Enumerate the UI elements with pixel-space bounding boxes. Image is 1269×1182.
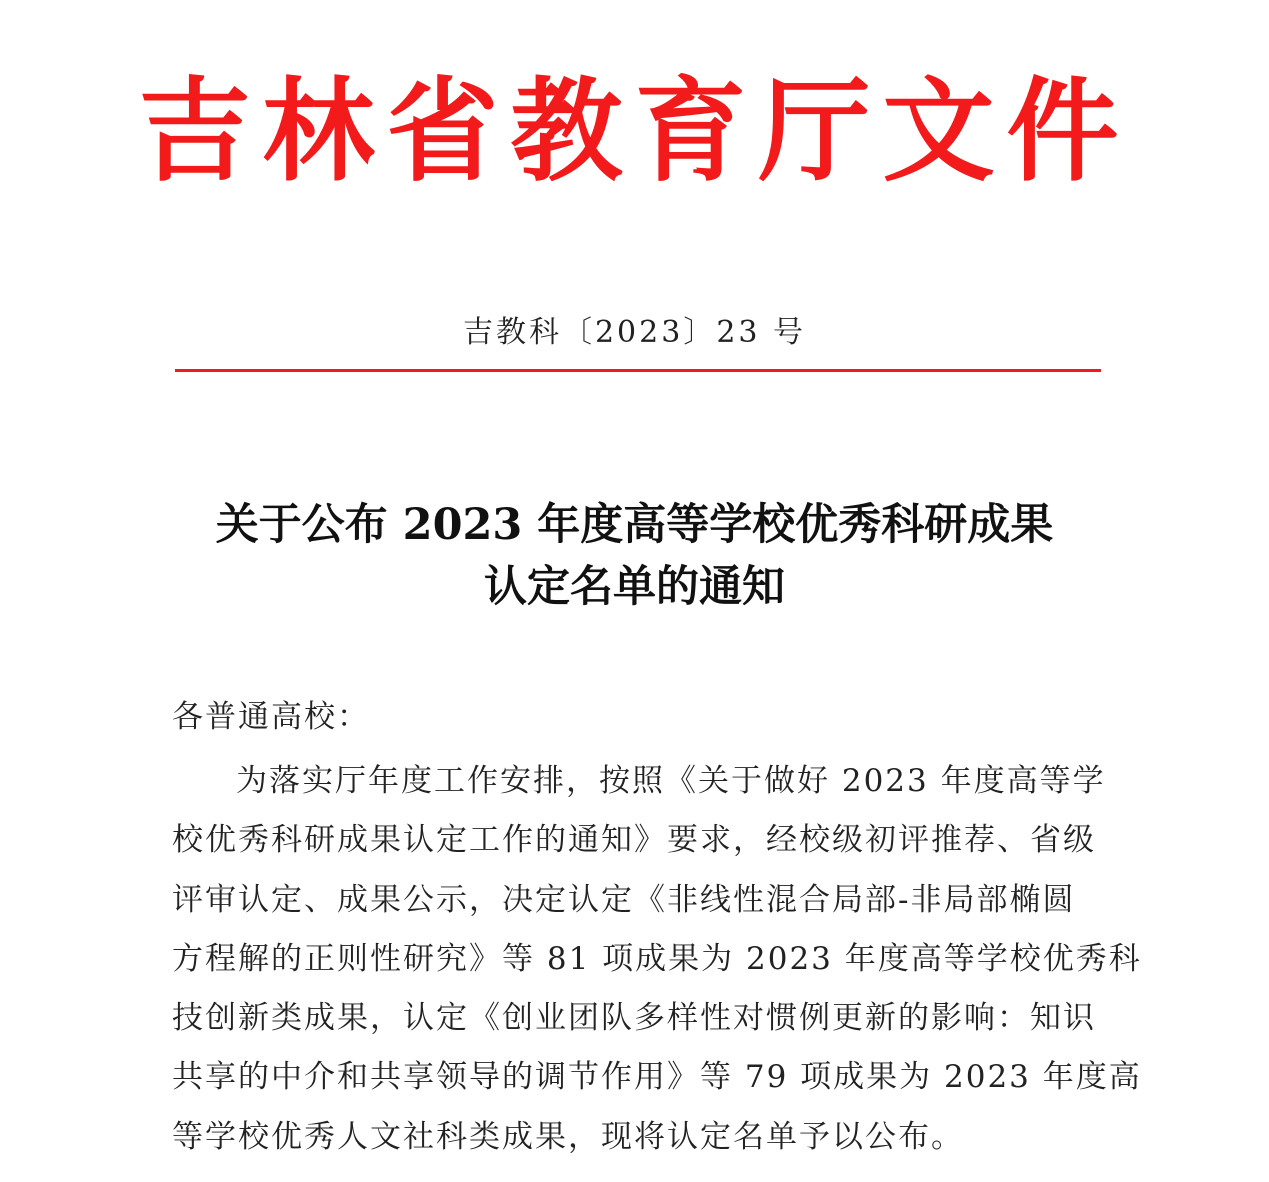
document-number: 吉教科〔2023〕23 号 (462, 315, 807, 350)
body-line: 等学校优秀人文社科类成果，现将认定名单予以公布。 (172, 1118, 964, 1155)
body-line: 技创新类成果，认定《创业团队多样性对惯例更新的影响：知识 (172, 1000, 1096, 1037)
notice-title-line-1: 关于公布 2023 年度高等学校优秀科研成果 (215, 500, 1054, 550)
body-line: 为落实厅年度工作安排，按照《关于做好 2023 年度高等学 (236, 763, 1106, 799)
red-divider-line (175, 369, 1101, 372)
body-line: 共享的中介和共享领导的调节作用》等 79 项成果为 2023 年度高 (172, 1059, 1142, 1096)
notice-title (0, 494, 1269, 618)
body-line: 评审认定、成果公示，决定认定《非线性混合局部-非局部椭圆 (172, 881, 1076, 918)
body-line: 校优秀科研成果认定工作的通知》要求，经校级初评推荐、省级 (172, 822, 1096, 859)
masthead-title: 吉林省教育厅文件 (138, 66, 1131, 197)
salutation: 各普通高校： (172, 699, 370, 735)
body-line: 方程解的正则性研究》等 81 项成果为 2023 年度高等学校优秀科 (172, 940, 1142, 977)
body-paragraph (172, 752, 1142, 1167)
notice-title-line-2: 认定名单的通知 (484, 562, 785, 612)
